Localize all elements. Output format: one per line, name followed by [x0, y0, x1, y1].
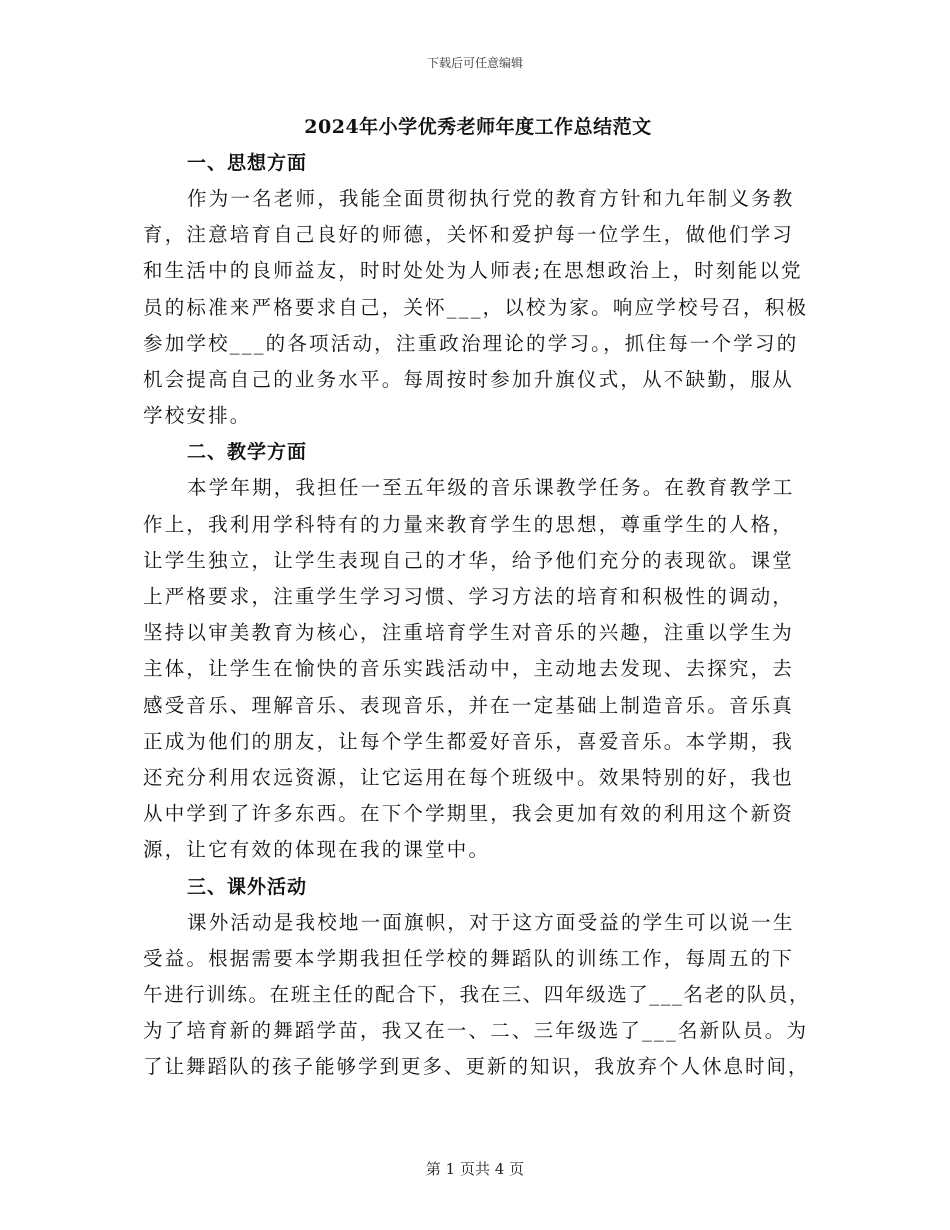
section-heading: 二、教学方面 [187, 441, 308, 464]
paragraph-line: 坚持以审美教育为核心，注重培育学生对音乐的兴趣，注重以学生为 [143, 621, 795, 645]
paragraph [143, 905, 813, 1086]
paragraph-line: 感受音乐、理解音乐、表现音乐，并在一定基础上制造音乐。音乐真 [143, 693, 795, 717]
paragraph-line: 正成为他们的朋友，让每个学生都爱好音乐，喜爱音乐。本学期，我 [143, 729, 795, 753]
paragraph-line: 员的标准来严格要求自己，关怀___，以校为家。响应学校号召，积极 [143, 295, 809, 319]
paragraph-line: 作上，我利用学科特有的力量来教育学生的思想，尊重学生的人格， [143, 512, 795, 536]
paragraph-line: 和生活中的良师益友，时时处处为人师表;在思想政治上，时刻能以党 [143, 259, 803, 283]
paragraph-line: 受益。根据需要本学期我担任学校的舞蹈队的训练工作，每周五的下 [143, 946, 795, 970]
paragraph [143, 470, 813, 868]
paragraph-line: 本学年期，我担任一至五年级的音乐课教学任务。在教育教学工 [187, 476, 795, 500]
page-footer: 第 1 页共 4 页 [425, 1160, 525, 1178]
paragraph-line: 还充分利用农远资源，让它运用在每个班级中。效果特别的好，我也 [143, 766, 795, 790]
paragraph-line: 为了培育新的舞蹈学苗，我又在一、二、三年级选了___名新队员。为 [143, 1019, 809, 1043]
paragraph-line: 让学生独立，让学生表现自己的才华，给予他们充分的表现欲。课堂 [143, 548, 795, 572]
section-heading: 三、课外活动 [187, 875, 308, 898]
document-title: 2024年小学优秀老师年度工作总结范文 [304, 116, 652, 138]
paragraph-line: 参加学校___的各项活动，注重政治理论的学习。，抓住每一个学习的 [143, 331, 799, 355]
paragraph-line: 课外活动是我校地一面旗帜，对于这方面受益的学生可以说一生 [187, 910, 795, 934]
paragraph-line: 学校安排。 [143, 404, 252, 428]
paragraph-line: 午进行训练。在班主任的配合下，我在三、四年级选了___名老的队员， [143, 983, 811, 1007]
section-thought [143, 145, 813, 434]
paragraph-line: 机会提高自己的业务水平。每周按时参加升旗仪式，从不缺勤，服从 [143, 368, 795, 392]
paragraph-line: 从中学到了许多东西。在下个学期里，我会更加有效的利用这个新资 [143, 802, 795, 826]
page-header: 下载后可任意编辑 [426, 56, 523, 70]
paragraph-line: 作为一名老师，我能全面贯彻执行党的教育方针和九年制义务教 [187, 187, 795, 210]
section-heading: 一、思想方面 [187, 152, 308, 174]
paragraph-line: 上严格要求，注重学生学习习惯、学习方法的培育和积极性的调动， [143, 585, 795, 609]
paragraph [143, 181, 813, 434]
document-body [143, 113, 813, 1086]
paragraph-line: 源，让它有效的体现在我的课堂中。 [143, 838, 491, 862]
paragraph-line: 了让舞蹈队的孩子能够学到更多、更新的知识，我放弃个人休息时间， [143, 1055, 810, 1079]
section-teaching [143, 434, 813, 868]
paragraph-line: 育，注意培育自己良好的师德，关怀和爱护每一位学生，做他们学习 [143, 223, 795, 247]
paragraph-line: 主体，让学生在愉快的音乐实践活动中，主动地去发现、去探究，去 [143, 657, 795, 681]
section-extracurricular [143, 869, 813, 1086]
